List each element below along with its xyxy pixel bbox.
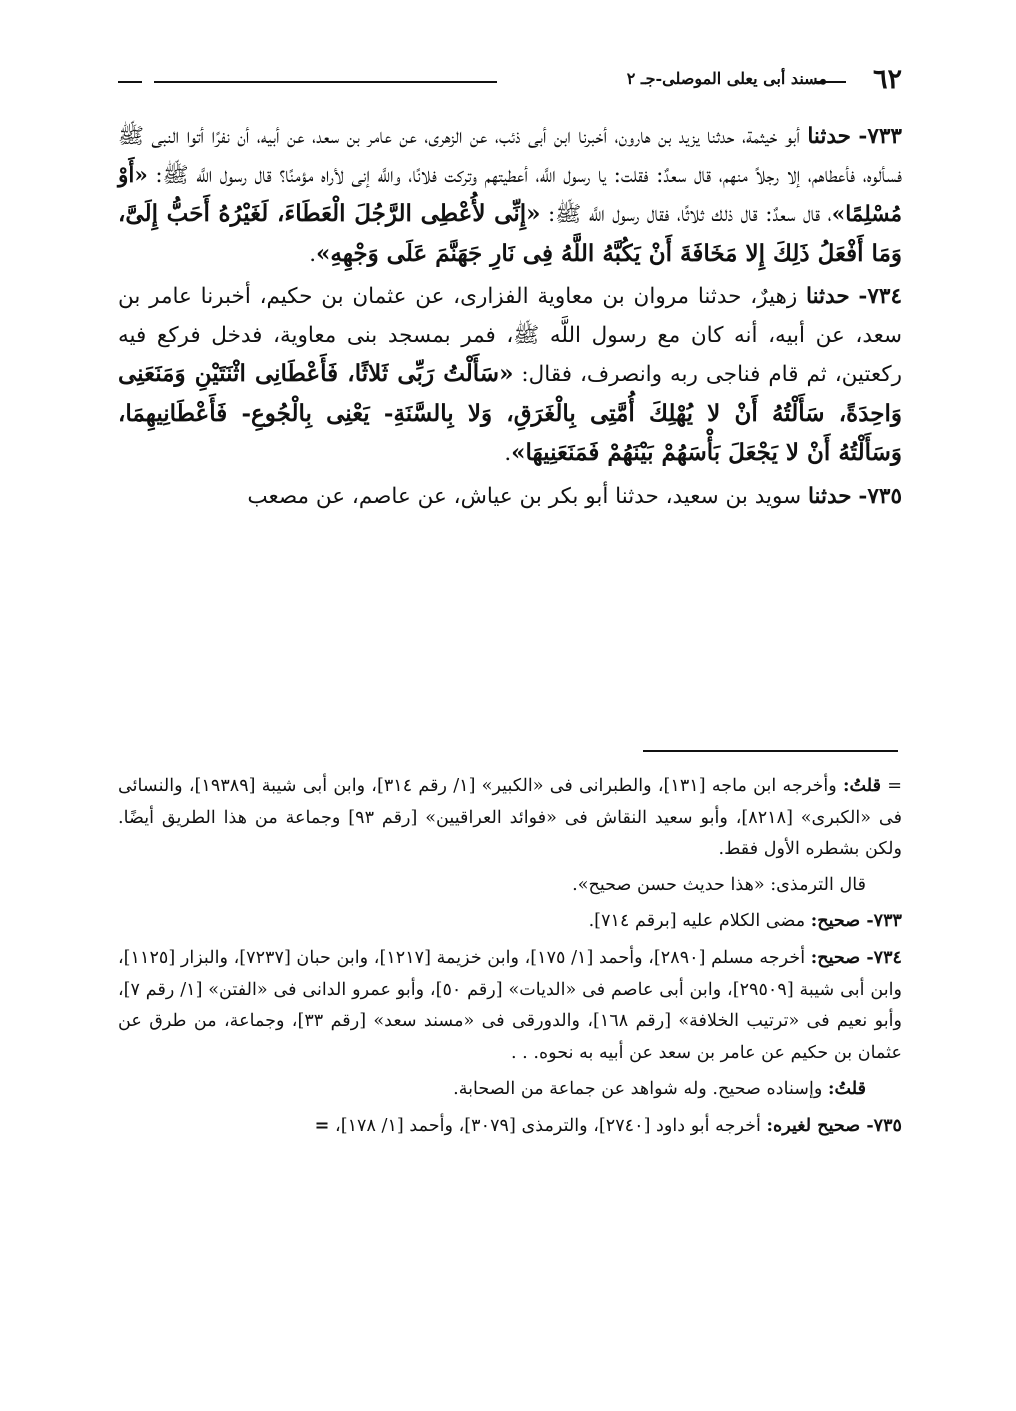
footnote-label: ٧٣٣- صحيح: <box>810 910 902 932</box>
hadith-number: ٧٣٥- <box>858 483 902 509</box>
hadith-number: ٧٣٤- <box>858 284 902 309</box>
footnote-label: قلتُ: <box>827 1078 866 1100</box>
footnote-continued <box>118 770 902 866</box>
running-title: مسند أبى يعلى الموصلى-جـ ٢ <box>626 69 827 88</box>
main-text <box>118 118 902 516</box>
header-rule <box>154 81 497 83</box>
continuation-mark: = <box>887 776 902 796</box>
isnad-lead: حدثنا <box>807 483 852 509</box>
hadith-number: ٧٣٣- <box>858 124 902 149</box>
footnote-text: أخرجه مسلم [٢٨٩٠]، وأحمد [١/ ١٧٥]، وابن خزيمة [١٢١٧]، وابن حبان [٧٢٣٧]، والبزار [١١٢٥]، وابن أبى شيبة [٢٩٥٠٩]، وابن أبى عاصم فى «الديات» [رقم ٥٠]، وأبو عمرو الدانى فى «الفتن» [١/ رقم ٧]، وأبو نعيم فى «ترتيب الخلافة» [رقم ١٦٨]، والدورقى فى «مسند سعد» [رقم ٣٣]، وجماعة، من طرق عن عثمان بن حكيم عن عامر بن سعد عن أبيه به نحوه. . . <box>118 947 902 1063</box>
footnote-text: وأخرجه ابن ماجه [١٣١]، والطبرانى فى «الكبير» [١/ رقم ٣١٤]، وابن أبى شيبة [١٩٣٨٩]، والنسائى فى «الكبرى» [٨٢١٨]، وأبو سعيد النقاش فى «فوائد العراقيين» [رقم ٩٣] وجماعة من هذا الطريق أيضًا. ولكن بشطره الأول فقط. <box>118 776 902 860</box>
hadith-text: سويد بن سعيد، حدثنا أبو بكر بن عياش، عن عاصم، عن مصعب <box>247 483 802 509</box>
footnote-tirmidhi: قال الترمذى: «هذا حديث حسن صحيح». <box>572 874 866 895</box>
header-rule-end <box>118 81 142 83</box>
running-header <box>118 64 902 98</box>
prophetic-quote: «أَوْ مُسْلِمًا» <box>118 162 903 227</box>
footnote-733 <box>118 905 902 938</box>
footnote-label: ٧٣٥- صحيح لغيره: <box>766 1114 902 1136</box>
footnote-735 <box>118 1110 902 1143</box>
footnote-734-comment <box>118 1073 902 1106</box>
footnote-text: مضى الكلام عليه [برقم ٧١٤]. <box>588 911 806 932</box>
hadith-733 <box>118 118 902 274</box>
footnote-734 <box>118 942 902 1069</box>
page-number: ٦٢ <box>872 64 902 95</box>
hadith-734 <box>118 278 902 474</box>
hadith-text: أبو خيثمة، حدثنا يزيد بن هارون، أخبرنا ابن أبى ذئب، عن الزهرى، عن عامر بن سعد، عن أبيه، أن نفرًا أتوا النبى ﷺ فسألوه، فأعطاهم، إلا رجلاً منهم، قال سعدٌ: فقلت: يا رسول اللَّه، أعطيتهم وتركت فلانًا، واللَّه إنى لأراه مؤمنًا؟ قال رسول اللَّه ﷺ: <box>118 124 903 188</box>
footnote-label: ٧٣٤- صحيح: <box>810 946 902 968</box>
prophetic-quote: «سَأَلْتُ رَبِّى ثَلاثًا، فَأَعْطَانِى اثْنَتَيْنِ وَمَنَعَنِى وَاحِدَةً، سَأَلْتُهُ أَنْ لا يُهْلِكَ أُمَّتِى بِالْغَرَقِ، وَلا بِالسَّنَةِ- يَعْنِى بِالْجُوعِ- فَأَعْطَانِيهِمَا، وَسَأَلْتُهُ أَنْ لا يَجْعَلَ بَأْسَهُمْ بَيْنَهُمْ فَمَنَعَنِيهَا» <box>118 360 902 466</box>
footnote-separator <box>643 750 898 752</box>
footnote-text: وإسناده صحيح. وله شواهد عن جماعة من الصحابة. <box>453 1079 823 1100</box>
prophetic-quote: «إِنِّى لأُعْطِى الرَّجُلَ الْعَطَاءَ، لَغَيْرُهُ أَحَبُّ إِلَىَّ، وَمَا أَفْعَلُ ذَلِكَ إِلا مَخَافَةَ أَنْ يَكُبَّهُ اللَّهُ فِى نَارِ جَهَنَّمَ عَلَى وَجْهِهِ» <box>118 200 902 267</box>
continuation-mark: = <box>314 1114 330 1136</box>
hadith-735 <box>118 478 902 517</box>
hadith-end: . <box>309 241 317 267</box>
footnote-label: قلتُ: <box>843 775 882 796</box>
isnad-lead: حدثنا <box>807 124 851 149</box>
footnotes <box>118 770 902 1143</box>
hadith-text: ، قال سعدٌ: قال ذلك ثلاثًا، فقال رسول اللَّه ﷺ: <box>547 202 832 227</box>
hadith-end: . <box>504 441 512 466</box>
isnad-lead: حدثنا <box>806 284 850 309</box>
footnote-text: أخرجه أبو داود [٢٧٤٠]، والترمذى [٣٠٧٩]، وأحمد [١/ ١٧٨]، <box>335 1115 761 1136</box>
hadith-text: زهيرٌ، حدثنا مروان بن معاوية الفزارى، عن عثمان بن حكيم، أخبرنا عامر بن سعد، عن أبيه، أنه كان مع رسول اللَّه ﷺ، فمر بمسجد بنى معاوية، فدخل فركع فيه ركعتين، ثم قام فناجى ربه وانصرف، فقال: <box>118 284 902 387</box>
